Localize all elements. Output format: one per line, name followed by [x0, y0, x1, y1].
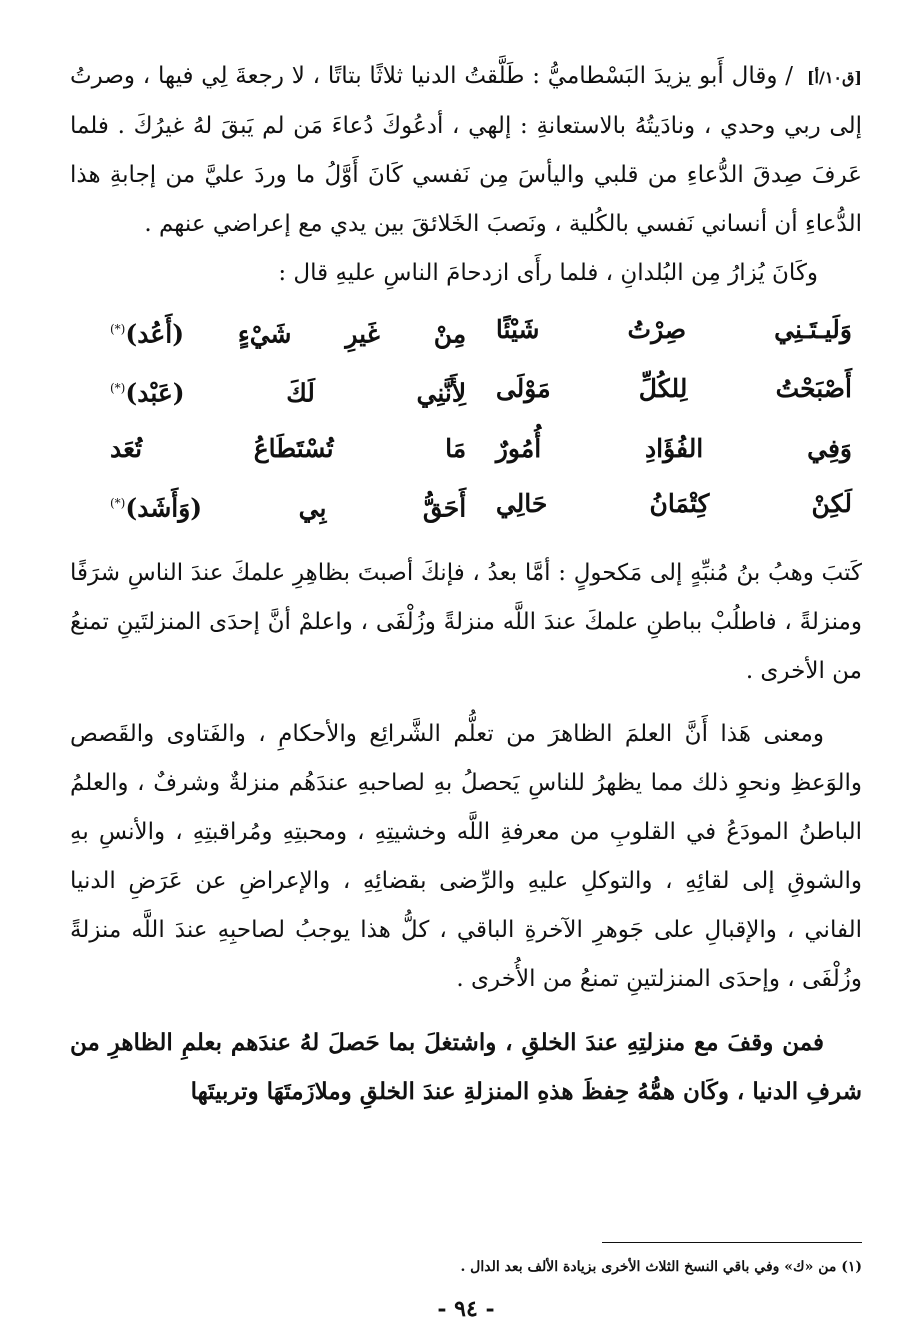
footnote-reference: (*): [110, 322, 126, 336]
verse-second-hemistich: [110, 476, 466, 535]
paragraph-explanation: ومعنى هَذا أَنَّ العلمَ الظاهرَ من تعلُّم الشَّرائِع والأحكامِ ، والفَتاوى والقَصص والوَعظِ ونحوِ ذلك مما يظهرُ للناسِ يَحصلُ بهِ لصاحبهِ عندَهُم منزلةٌ وشرفٌ ، والعلمُ الباطنُ المودَعُ في القلوبِ من معرفةِ اللَّه وخشيتِهِ ، ومحبتِهِ ومُراقبتِهِ ، والأنسِ بهِ والشوقِ إلى لقائِهِ ، والتوكلِ عليهِ والرِّضى بقضائِهِ ، والإعراضِ عن عَرَضِ الدنيا الفاني ، والإقبالِ على جَوهرِ الآخرةِ الباقي ، كلُّ هذا يوجبُ لصاحبِهِ عندَ اللَّه منزلةً وزُلْفَى ، وإحدَى المنزلتينِ تمنعُ من الأُخرى .: [70, 720, 862, 992]
verse-second-hemistich: [110, 302, 466, 361]
page-number: - ٩٤ -: [437, 1296, 495, 1322]
verse-second-hemistich-text: مَا تُسْتَطَاعُ تُعَد: [110, 433, 467, 463]
verse-first-hemistich: وَفِي الفُؤَادِ أُمُورٌ: [495, 433, 852, 463]
verse-first-hemistich: أَصْبَحْتُ لِلكُلِّ مَوْلَى: [495, 374, 852, 404]
footnote-divider: [602, 1242, 862, 1243]
verse-first-hemistich: وَلَيـتَـنِي صِرْتُ شَيْئًا: [495, 315, 852, 344]
footnote: (١) من «ك» وفي باقي النسخ الثلاث الأخرى بزيادة الألف بعد الدال .: [460, 1259, 862, 1275]
poem-verse: [70, 302, 862, 361]
paragraph-wahb-letter: كَتبَ وهبُ بنُ مُنبِّهٍ إلى مَكحولٍ : أمَّا بعدُ ، فإنكَ أصبتَ بظاهِرِ علمكَ عندَ الناسِ شرَفًا ومنزلةً ، فاطلُبْ بباطنِ علمكَ عندَ اللَّه منزلةً وزُلْفَى ، واعلمْ أنَّ إحدَى المنزلتَينِ تمنعُ من الأخرى .: [70, 559, 862, 684]
verse-first-hemistich: لَكِنْ كِتْمَانُ حَالِي: [495, 488, 852, 518]
paragraph-conclusion: فمن وقفَ مع منزلتِهِ عندَ الخلقِ ، واشتغلَ بما حَصلَ لهُ عندَهم بعلمِ الظاهرِ من شرفِ الدنيا ، وكَان همُّهُ حِفظَ هذهِ المنزلةِ عندَ الخلقِ وملازَمتَهَا وتربيتَها: [70, 1028, 862, 1105]
paragraph-bistami-text: / وقال أَبو يزيدَ البَسْطاميُّ : طَلَّقتُ الدنيا ثلاثًا بتاتًا ، لا رجعةَ لِي فيها ، وصرتُ إلى ربي وحدي ، ونادَيتُهُ بالاستعانةِ : إلهي ، أدعُوكَ دُعاءَ مَن لم يَبقَ لهُ غيرُكَ . فلما عَرفَ صِدقَ الدُّعاءِ من قلبي واليأسَ مِن نَفسي كَانَ أَوَّلُ ما وردَ عليَّ من إجابةِ هذا الدُّعاءِ أن أنساني نَفسي بالكُلية ، ونَصبَ الخَلائقَ بين يدي مع إعراضي عنهم .: [70, 63, 862, 237]
footnote-reference: (*): [110, 381, 126, 396]
poem-introduction: وكَانَ يُزارُ مِن البُلدانِ ، فلما رأَى ازدحامَ الناسِ عليهِ قال :: [278, 260, 818, 286]
verse-second-hemistich: [110, 421, 466, 476]
book-page: [70, 52, 862, 1322]
poem: [70, 302, 862, 535]
poem-verse: [70, 476, 862, 535]
poem-verse: [70, 421, 862, 476]
verse-second-hemistich-text: لِأَنَّنِي لَكَ (عَبْد): [125, 378, 467, 408]
verse-second-hemistich-text: مِنْ غَيرِ شَيْءٍ (أَعُد): [125, 319, 467, 349]
manuscript-folio-marker: [ق١٠/أ]: [806, 68, 862, 87]
paragraph-bistami: [70, 52, 862, 249]
footnote-reference: (*): [110, 495, 126, 510]
poem-verse: [70, 361, 862, 420]
verse-second-hemistich: [110, 361, 466, 420]
verse-second-hemistich-text: أَحَقُّ بِي (وَأَشَد): [125, 492, 467, 522]
